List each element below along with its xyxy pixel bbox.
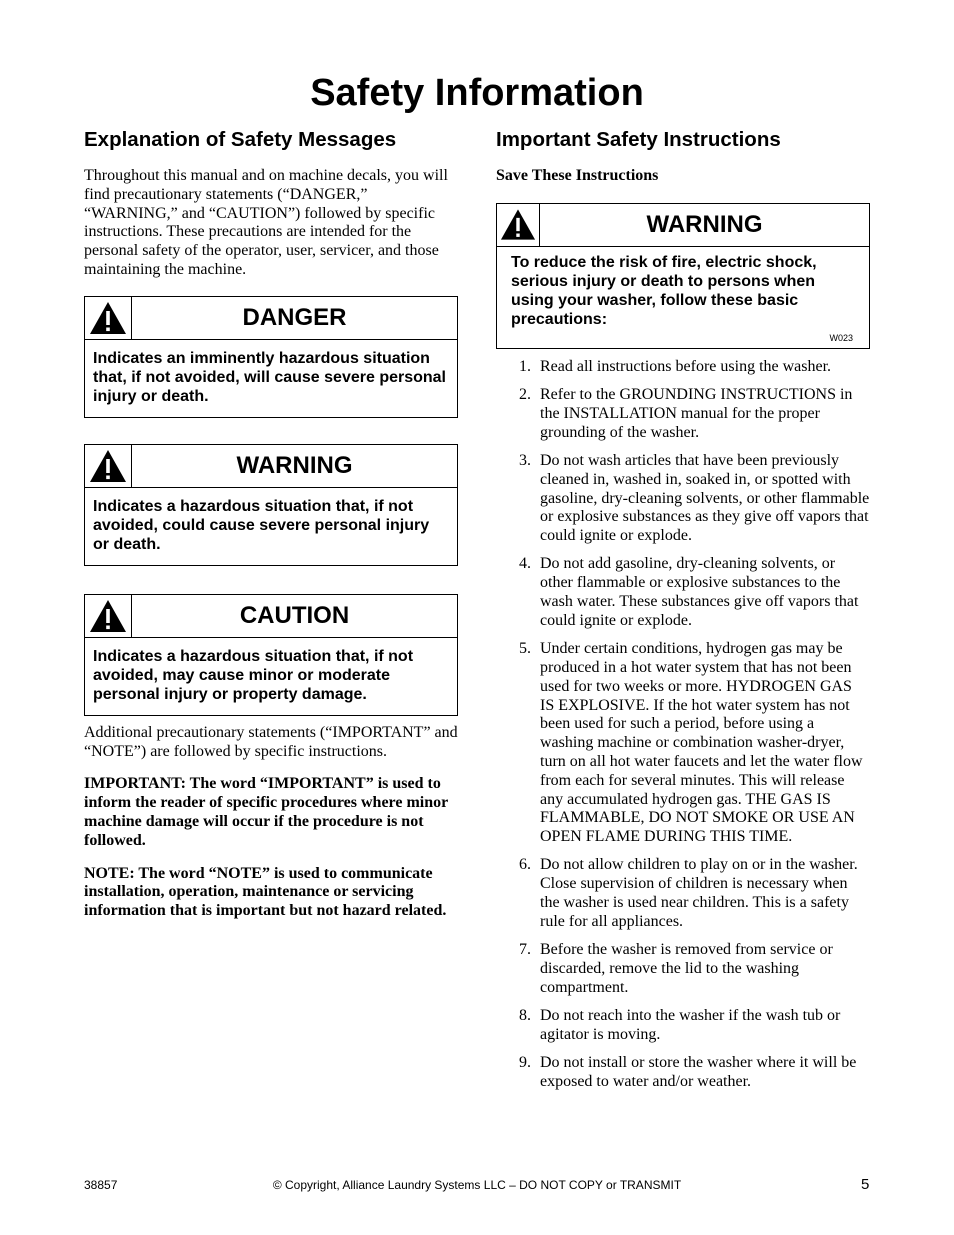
warning-triangle-icon [85, 445, 132, 487]
item-number: 9. [519, 1054, 531, 1072]
instructions-warning-header [497, 204, 869, 247]
item-text: Do not install or store the washer where it will be exposed to water and/or weather. [540, 1054, 857, 1090]
item-text: Do not reach into the washer if the wash tub or agitator is moving. [540, 1007, 841, 1043]
danger-box [84, 296, 458, 418]
item-number: 5. [519, 640, 531, 658]
instructions-warning-title: WARNING [646, 210, 763, 238]
item-text: Before the washer is removed from service or discarded, remove the lid to the washing compartment. [540, 941, 833, 996]
warning-triangle-icon [85, 595, 132, 637]
item-number: 6. [519, 856, 531, 874]
item-text: Do not allow children to play on or in the washer. Close supervision of children is necessary when the washer is used near children. This is a safety rule for all appliances. [540, 856, 858, 930]
note-paragraph: NOTE: The word “NOTE” is used to communicate installation, operation, maintenance or servicing information that is important but not hazard related. [84, 864, 447, 920]
list-item [496, 856, 870, 931]
list-item [496, 640, 870, 847]
footer-page-number: 5 [861, 1176, 870, 1193]
list-item [496, 941, 870, 997]
warning-triangle-icon [497, 204, 540, 246]
page-title: Safety Information [310, 72, 644, 114]
item-text: Do not wash articles that have been previously cleaned in, washed in, soaked in, or spotted with gasoline, dry-cleaning solvents, or other flammable or explosive substances as they give off vapors that could ignite or explode. [540, 451, 870, 545]
item-number: 7. [519, 941, 531, 959]
list-item [496, 1007, 870, 1045]
danger-box-header [85, 297, 457, 340]
footer-copyright: © Copyright, Alliance Laundry Systems LLC – DO NOT COPY or TRANSMIT [272, 1178, 682, 1192]
important-paragraph: IMPORTANT: The word “IMPORTANT” is used to inform the reader of specific procedures where minor machine damage will occur if the procedure is not followed. [84, 775, 448, 849]
instructions-list [496, 358, 870, 1092]
warning-title: WARNING [236, 451, 353, 479]
caution-box-header [85, 595, 457, 638]
intro-paragraph: Throughout this manual and on machine decals, you will find precautionary statements (“DANGER,” “WARNING,” and “CAUTION”) followed by specific instructions. These precautions are intended for the personal safety of the operator, user, servicer, and those maintaining the machine. [84, 167, 448, 278]
item-text: Read all instructions before using the washer. [540, 357, 832, 375]
warning-text: Indicates a hazardous situation that, if not avoided, could cause severe personal injury or death. [93, 497, 430, 553]
item-number: 1. [519, 357, 531, 375]
list-item [496, 452, 870, 546]
instructions-warning-text: To reduce the risk of fire, electric shock, serious injury or death to persons when using your washer, follow these basic precautions: [511, 253, 817, 328]
item-number: 4. [519, 555, 531, 573]
warning-box [84, 444, 458, 566]
list-item [496, 1054, 870, 1092]
item-text: Do not add gasoline, dry-cleaning solvents, or other flammable or explosive substances to the wash water. These substances give off vapors that could ignite or explode. [540, 555, 859, 629]
list-item [496, 358, 870, 377]
caution-title: CAUTION [239, 601, 350, 629]
caution-box [84, 594, 458, 716]
additional-paragraph: Additional precautionary statements (“IMPORTANT” and “NOTE”) are followed by specific instructions. [84, 723, 458, 760]
caution-text: Indicates a hazardous situation that, if not avoided, may cause minor or moderate personal injury or property damage. [93, 647, 414, 703]
right-column [496, 126, 870, 1101]
footer-doc-number: 38857 [84, 1178, 118, 1192]
save-instructions-subheading: Save These Instructions [496, 167, 659, 184]
warning-code: W023 [829, 332, 853, 343]
instructions-warning-box [496, 203, 870, 349]
safety-instructions-heading: Important Safety Instructions [496, 128, 781, 151]
list-item [496, 386, 870, 442]
warning-box-header [85, 445, 457, 488]
item-text: Under certain conditions, hydrogen gas may be produced in a hot water system that has not been used for two weeks or more. HYDROGEN GAS IS EXPLOSIVE. If the hot water system has not been used for such a period, before using a washing machine or combination washer-dryer, turn on all hot water faucets and let the water flow from each for several minutes. This will release any accumulated hydrogen gas. THE GAS IS FLAMMABLE, DO NOT SMOKE OR USE AN OPEN FLAME DURING THIS TIME. [540, 640, 863, 846]
item-number: 8. [519, 1007, 531, 1024]
left-column [84, 126, 458, 921]
warning-triangle-icon [85, 297, 132, 339]
safety-messages-heading: Explanation of Safety Messages [84, 128, 397, 151]
item-text: Refer to the GROUNDING INSTRUCTIONS in the INSTALLATION manual for the proper grounding of the washer. [540, 386, 853, 441]
item-number: 3. [519, 451, 531, 469]
danger-text: Indicates an imminently hazardous situation that, if not avoided, will cause severe personal injury or death. [93, 349, 446, 405]
list-item [496, 555, 870, 630]
danger-title: DANGER [242, 303, 347, 331]
item-number: 2. [519, 386, 531, 404]
